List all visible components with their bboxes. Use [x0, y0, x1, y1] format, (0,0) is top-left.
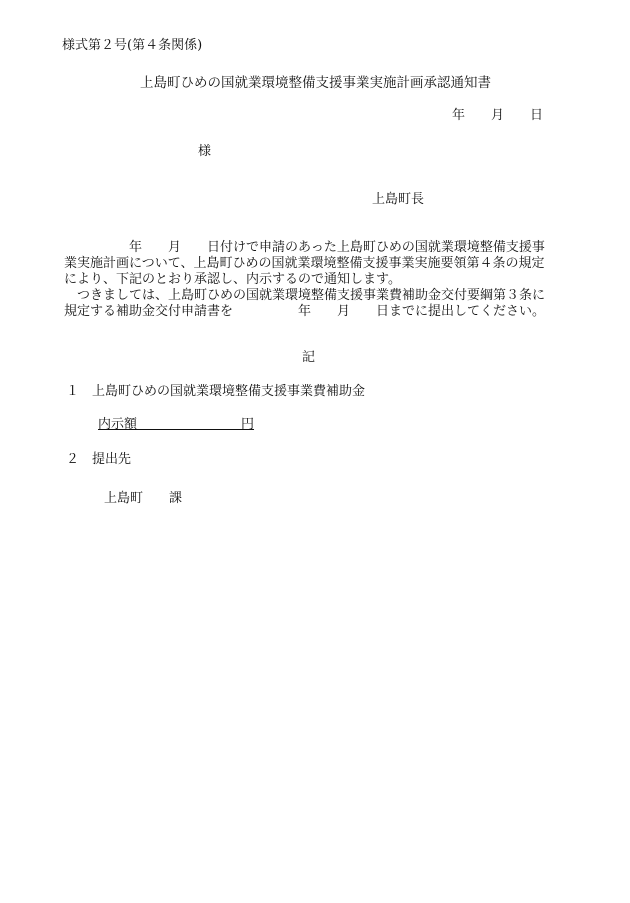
document-title: 上島町ひめの国就業環境整備支援事業実施計画承認通知書 — [140, 75, 491, 91]
ki-heading: 記 — [302, 350, 316, 365]
naiji-amount: 内示額 円 — [98, 417, 255, 432]
item-2-label: 提出先 — [92, 452, 132, 467]
body-line-3: により、下記のとおり承認し、内示するので通知します。 — [64, 272, 401, 287]
item-2-number: ２ — [66, 452, 80, 467]
item-1-number: １ — [66, 384, 80, 399]
form-label: 様式第２号(第４条関係) — [62, 38, 203, 53]
addressee-suffix: 様 — [198, 144, 212, 159]
body-line-4: つきましては、上島町ひめの国就業環境整備支援事業費補助金交付要綱第３条に — [64, 288, 546, 303]
body-text — [64, 240, 564, 320]
body-line-2: 業実施計画について、上島町ひめの国就業環境整備支援事業実施要領第４条の規定 — [64, 256, 545, 271]
date-line: 年 月 日 — [452, 108, 544, 123]
submit-to: 上島町 課 — [104, 491, 183, 506]
body-line-5: 規定する補助金交付申請書を 年 月 日までに提出してください。 — [64, 304, 546, 319]
item-1-label: 上島町ひめの国就業環境整備支援事業費補助金 — [92, 384, 366, 399]
issuer-name: 上島町長 — [372, 192, 425, 207]
body-line-1: 年 月 日付けで申請のあった上島町ひめの国就業環境整備支援事 — [64, 240, 545, 255]
